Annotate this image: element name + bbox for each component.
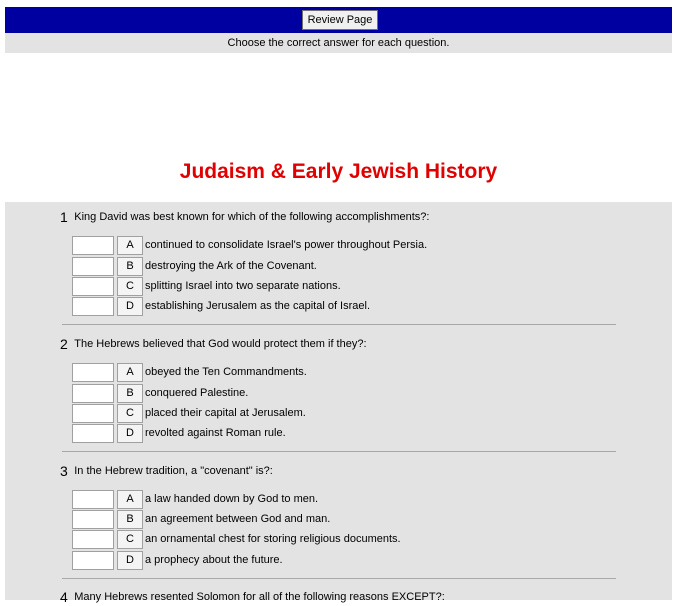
answer-input[interactable]	[72, 490, 114, 509]
answer-letter-button[interactable]: D	[117, 424, 143, 443]
answer-input[interactable]	[72, 404, 114, 423]
answer-letter-button[interactable]: B	[117, 384, 143, 403]
answer-letter-button[interactable]: D	[117, 297, 143, 316]
answer-3c	[72, 530, 572, 549]
answer-2d	[72, 424, 572, 443]
answer-input[interactable]	[72, 510, 114, 529]
question-number: 1	[60, 208, 68, 225]
answer-2b	[72, 384, 572, 403]
answer-1d	[72, 297, 572, 316]
question-text: Many Hebrews resented Solomon for all of the following reasons EXCEPT?:	[74, 590, 445, 603]
answer-input[interactable]	[72, 363, 114, 382]
review-page-button[interactable]: Review Page	[302, 10, 378, 30]
questions-area	[5, 202, 672, 605]
answer-input[interactable]	[72, 384, 114, 403]
answer-letter-button[interactable]: B	[117, 257, 143, 276]
question-text: The Hebrews believed that God would protect them if they?:	[74, 337, 367, 350]
question-4	[60, 588, 620, 606]
question-text: In the Hebrew tradition, a "covenant" is?:	[74, 464, 273, 477]
answer-text: establishing Jerusalem as the capital of Israel.	[145, 300, 371, 312]
answer-text: an ornamental chest for storing religious documents.	[145, 533, 401, 545]
answer-input[interactable]	[72, 277, 114, 296]
question-1	[60, 208, 620, 226]
answer-letter-button[interactable]: A	[117, 236, 143, 255]
answer-text: destroying the Ark of the Covenant.	[145, 260, 317, 272]
answer-input[interactable]	[72, 424, 114, 443]
answer-input[interactable]	[72, 236, 114, 255]
answer-text: conquered Palestine.	[145, 387, 249, 399]
answer-text: splitting Israel into two separate nations.	[145, 280, 341, 292]
answer-text: a prophecy about the future.	[145, 554, 283, 566]
answer-text: a law handed down by God to men.	[145, 493, 319, 505]
answer-3d	[72, 551, 572, 570]
question-number: 2	[60, 335, 68, 352]
answer-input[interactable]	[72, 297, 114, 316]
answer-text: continued to consolidate Israel's power throughout Persia.	[145, 239, 428, 251]
instructions-bar: Choose the correct answer for each question.	[5, 33, 672, 53]
answer-input[interactable]	[72, 257, 114, 276]
answer-2a	[72, 363, 572, 382]
answer-letter-button[interactable]: A	[117, 490, 143, 509]
answer-1a	[72, 236, 572, 255]
answer-text: an agreement between God and man.	[145, 513, 331, 525]
question-divider	[62, 451, 616, 452]
answer-3a	[72, 490, 572, 509]
answer-text: obeyed the Ten Commandments.	[145, 366, 307, 378]
answer-letter-button[interactable]: C	[117, 404, 143, 423]
question-divider	[62, 324, 616, 325]
answer-letter-button[interactable]: B	[117, 510, 143, 529]
question-text: King David was best known for which of the following accomplishments?:	[74, 210, 430, 223]
answer-text: placed their capital at Jerusalem.	[145, 407, 306, 419]
answer-text: revolted against Roman rule.	[145, 427, 286, 439]
answer-letter-button[interactable]: A	[117, 363, 143, 382]
answer-letter-button[interactable]: D	[117, 551, 143, 570]
answer-1c	[72, 277, 572, 296]
question-divider	[62, 578, 616, 579]
question-number: 4	[60, 588, 68, 605]
answer-input[interactable]	[72, 551, 114, 570]
answer-1b	[72, 257, 572, 276]
answer-letter-button[interactable]: C	[117, 277, 143, 296]
top-bar	[5, 7, 672, 33]
question-number: 3	[60, 462, 68, 479]
answer-2c	[72, 404, 572, 423]
answer-letter-button[interactable]: C	[117, 530, 143, 549]
question-3	[60, 462, 620, 480]
answer-3b	[72, 510, 572, 529]
page-title: Judaism & Early Jewish History	[179, 160, 498, 183]
question-2	[60, 335, 620, 353]
answer-input[interactable]	[72, 530, 114, 549]
